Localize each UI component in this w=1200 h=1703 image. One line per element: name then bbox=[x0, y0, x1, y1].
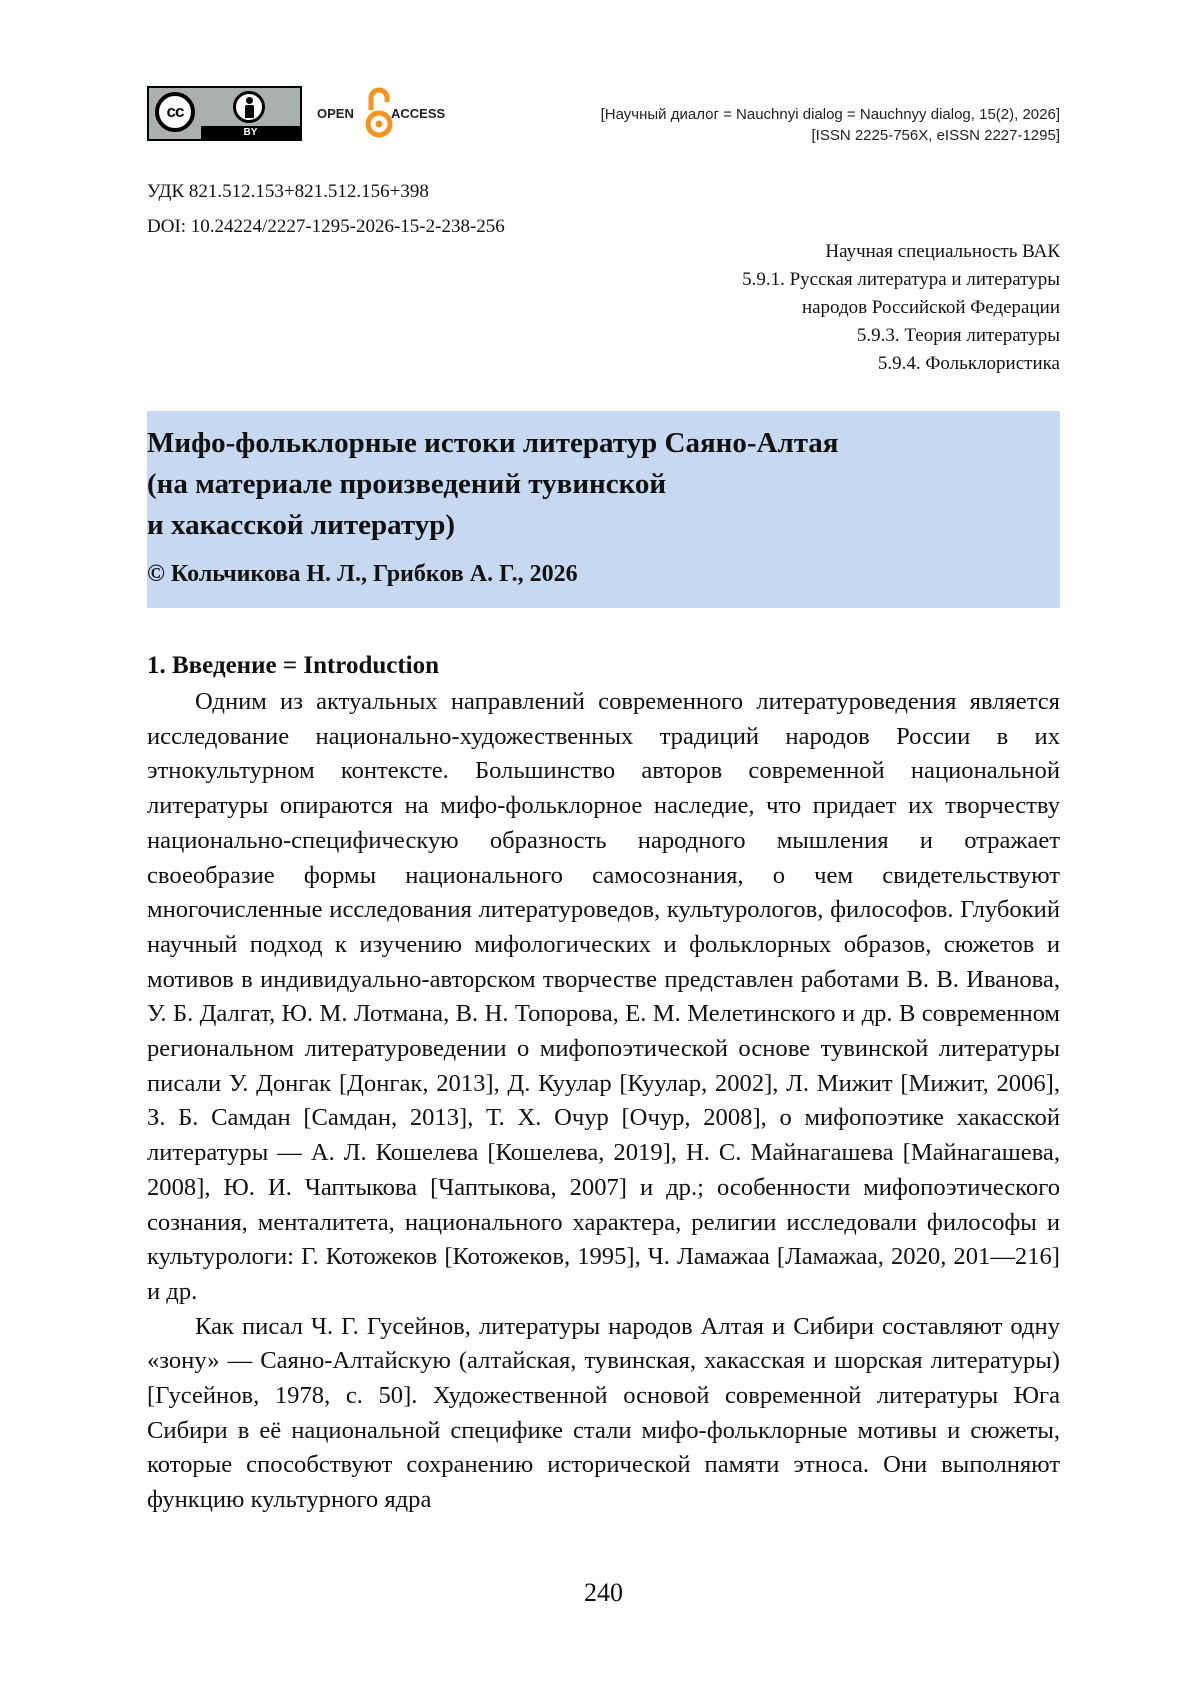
specialty-line: народов Российской Федерации bbox=[801, 297, 1060, 318]
journal-citation bbox=[601, 104, 1060, 146]
specialty-line: 5.9.3. Теория литературы bbox=[856, 325, 1060, 346]
specialty-heading: Научная специальность ВАК bbox=[825, 241, 1060, 262]
open-access-lock-icon bbox=[365, 84, 393, 140]
paragraph: Как писал Ч. Г. Гусейнов, литературы народов Алтая и Сибири составляют одну «зону» — Саяно-Алтайскую (алтайская, тувинская, хакасская и шорская литературы) [Гусейнов, 1978, с. 50]. Художественной основой современной литературы Юга Сибири в её национальной специфике стали мифо-фольклорные мотивы и сюжеты, которые способствуют сохранению исторической памяти этноса. Они выполняют функцию культурного ядра bbox=[147, 1312, 1060, 1514]
page bbox=[147, 0, 1060, 1703]
specialty-line: 5.9.4. Фольклористика bbox=[877, 353, 1060, 374]
journal-name-line: [Научный диалог = Nauchnyi dialog = Nauchnyy dialog, 15(2), 2026] bbox=[600, 106, 1060, 123]
vak-specialty bbox=[742, 238, 1060, 378]
udk-code: УДК 821.512.153+821.512.156+398 bbox=[147, 181, 429, 202]
open-access-logo[interactable] bbox=[317, 84, 467, 140]
specialty-line: 5.9.1. Русская литература и литературы bbox=[742, 269, 1060, 290]
article-body bbox=[147, 685, 1060, 1518]
page-number: 240 bbox=[584, 1578, 623, 1607]
access-label: ACCESS bbox=[391, 106, 446, 121]
paragraph: Одним из актуальных направлений современного литературоведения является исследование национально-художественных традиций народов России в их этнокультурном контексте. Большинство авторов современной национальной литературы опираются на мифо-фольклорное наследие, что придает их творчеству национально-специфическую образность народного мышления и отражает своеобразие формы национального самосознания, о чем свидетельствуют многочисленные исследования литературоведов, культурологов, философов. Глубокий научный подход к изучению мифологических и фольклорных образов, сюжетов и мотивов в индивидуально-авторском творчестве представлен работами В. В. Иванова, У. Б. Далгат, Ю. М. Лотмана, В. Н. Топорова, Е. М. Мелетинского и др. В современном региональном литературоведении о мифопоэтической основе тувинской литературы писали У. Донгак [Донгак, 2013], Д. Куулар [Куулар, 2002], Л. Мижит [Мижит, 2006], З. Б. Самдан [Самдан, 2013], Т. Х. Очур [Очур, 2008], о мифопоэтике хакасской литературы — А. Л. Кошелева [Кошелева, 2019], Н. С. Майнагашева [Майнагашева, 2008], Ю. И. Чаптыкова [Чаптыкова, 2007] и др.; особенности мифопоэтического сознания, менталитета, национального характера, религии исследовали философы и культурологи: Г. Котожеков [Котожеков, 1995], Ч. Ламажаа [Ламажаа, 2020, 201—216] и др. bbox=[147, 688, 1060, 1305]
open-label: OPEN bbox=[317, 106, 354, 121]
title-block bbox=[147, 411, 1060, 608]
attribution-person-icon bbox=[233, 91, 265, 123]
authors-copyright: © Кольчикова Н. Л., Грибков А. Г., 2026 bbox=[147, 561, 578, 587]
doi[interactable]: DOI: 10.24224/2227-1295-2026-15-2-238-256 bbox=[147, 216, 505, 237]
article-title: Мифо-фольклорные истоки литератур Саяно-Алтая (на материале произведений тувинской и хакасской литератур) bbox=[147, 427, 839, 541]
by-label: BY bbox=[201, 126, 300, 139]
article-meta bbox=[147, 174, 505, 244]
cc-by-license-badge[interactable] bbox=[147, 86, 302, 141]
section-heading: 1. Введение = Introduction bbox=[147, 652, 440, 679]
issn-line: [ISSN 2225-756X, eISSN 2227-1295] bbox=[811, 127, 1060, 144]
cc-icon: cc bbox=[155, 92, 195, 132]
